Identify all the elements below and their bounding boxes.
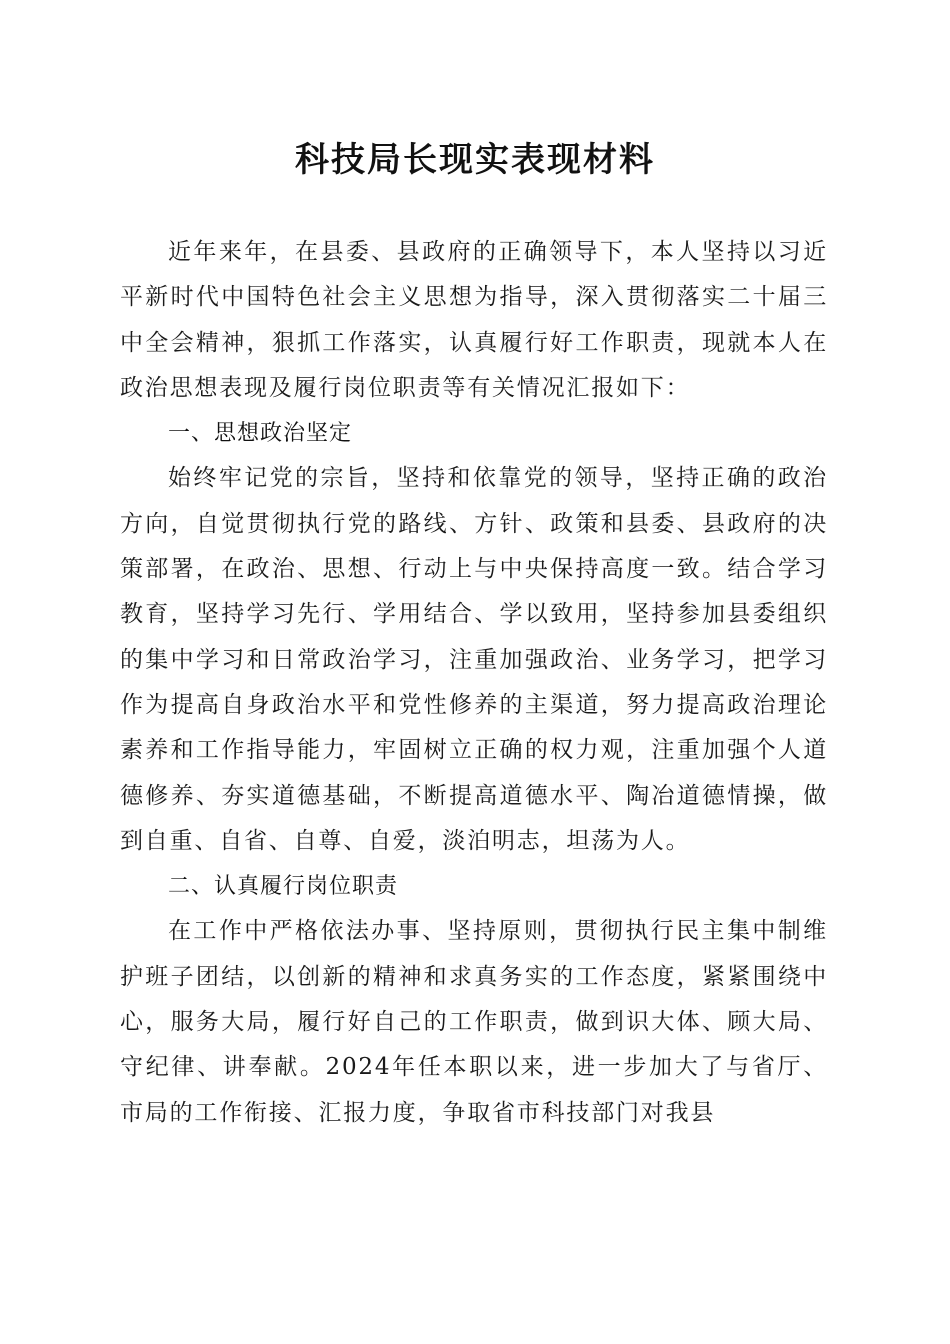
section-heading-political: 一、思想政治坚定 bbox=[168, 421, 353, 447]
section-paragraph-duties: 在工作中严格依法办事、坚持原则，贯彻执行民主集中制维护班子团结，以创新的精神和求真务实的工作态度，紧紧围绕中心，服务大局，履行好自己的工作职责，做到识大体、顾大局、守纪律、讲奉献。2024年任本职以来，进一步加大了与省厅、市局的工作衔接、汇报力度，争取省市科技部门对我县 bbox=[120, 918, 828, 1126]
document-body bbox=[120, 230, 828, 1136]
document-title: 科技局长现实表现材料 bbox=[295, 140, 655, 180]
section-paragraph-political: 始终牢记党的宗旨，坚持和依靠党的领导，坚持正确的政治方向，自觉贯彻执行党的路线、方针、政策和县委、县政府的决策部署，在政治、思想、行动上与中央保持高度一致。结合学习教育，坚持学习先行、学用结合、学以致用，坚持参加县委组织的集中学习和日常政治学习，注重加强政治、业务学习，把学习作为提高自身政治水平和党性修养的主渠道，努力提高政治理论素养和工作指导能力，牢固树立正确的权力观，注重加强个人道德修养、夯实道德基础，不断提高道德水平、陶冶道德情操，做到自重、自省、自尊、自爱，淡泊明志，坦荡为人。 bbox=[120, 465, 828, 854]
section-heading-duties: 二、认真履行岗位职责 bbox=[168, 874, 399, 900]
intro-paragraph: 近年来年，在县委、县政府的正确领导下，本人坚持以习近平新时代中国特色社会主义思想为指导，深入贯彻落实二十届三中全会精神，狠抓工作落实，认真履行好工作职责，现就本人在政治思想表现及履行岗位职责等有关情况汇报如下： bbox=[120, 239, 828, 401]
